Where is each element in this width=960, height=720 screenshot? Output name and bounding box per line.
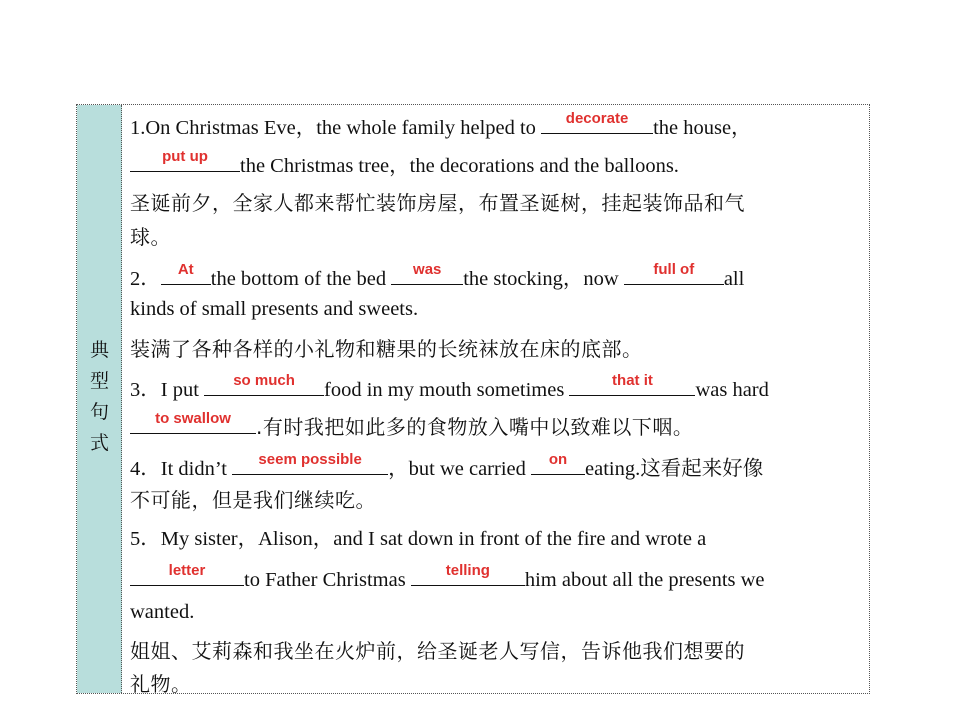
text: the house， [653,117,752,139]
blank [204,372,324,396]
text: was hard [695,379,769,401]
sentence-5-line-1: 5．My sister，Alison，and I sat down in front of the fire and wrote a [130,528,707,550]
answer: was [413,261,442,278]
answer: full of [653,261,695,278]
sentence-4-line-1 [130,451,764,482]
answer: telling [445,562,490,579]
text: food in my mouth sometimes [324,379,570,401]
text: the Christmas tree，the decorations and the balloons. [240,155,679,177]
side-label-cell [77,105,122,693]
sentence-5-translation-2: 礼物。 [130,672,192,696]
sentence-5-translation-1: 姐姐、艾莉森和我坐在火炉前，给圣诞老人写信，告诉他我们想要的 [130,639,745,663]
text: .有时我把如此多的食物放入嘴中以致难以下咽。 [256,415,694,439]
blank [130,148,240,172]
sentence-2-line-2: kinds of small presents and sweets. [130,298,419,320]
side-label-char: 典 [89,339,109,361]
text: 4．It didn’t [130,458,233,480]
answer: put up [162,148,208,165]
sentence-2-line-1 [130,261,745,292]
text: the stocking，now [463,268,624,290]
blank [232,451,388,475]
answer: seem possible [258,451,362,468]
blank [391,261,463,285]
sentence-5-line-2 [130,562,765,593]
blank [130,562,244,586]
text: the bottom of the bed [210,268,392,290]
sentence-3-line-1 [130,372,769,403]
sentence-1-translation-2: 球。 [130,225,171,249]
text: 1.On Christmas Eve，the whole family helped to [130,117,542,139]
sentence-4-translation: 不可能，但是我们继续吃。 [130,488,376,512]
text: him about all the presents we [524,569,765,591]
answer: on [548,451,568,468]
text: 3．I put [130,379,205,401]
blank [531,451,585,475]
answer: so much [233,372,295,389]
blank [541,110,653,134]
blank [624,261,724,285]
blank [411,562,525,586]
side-label-char: 式 [89,432,109,454]
sentence-5-line-3: wanted. [130,601,195,623]
text: ，but we carried [388,458,531,480]
sentence-1-translation-1: 圣诞前夕，全家人都来帮忙装饰房屋，布置圣诞树，挂起装饰品和气 [130,191,745,215]
answer: that it [612,372,653,389]
blank [161,261,211,285]
side-label-char: 句 [89,401,109,423]
side-label-char: 型 [89,370,109,392]
blank [130,410,256,434]
answer: to swallow [155,410,231,427]
text: to Father Christmas [244,569,411,591]
text: 2． [130,268,161,290]
side-label [77,335,122,459]
sentence-1-line-1 [130,110,752,141]
text: eating.这看起来好像 [585,458,764,480]
sentence-1-line-2 [130,148,679,179]
text: all [723,268,745,290]
answer: letter [168,562,206,579]
sentence-2-translation: 装满了各种各样的小礼物和糖果的长统袜放在床的底部。 [130,337,643,361]
sentence-3-line-2 [130,410,694,441]
sentence-table [76,104,870,694]
blank [569,372,695,396]
answer: At [177,261,194,278]
answer: decorate [565,110,629,127]
